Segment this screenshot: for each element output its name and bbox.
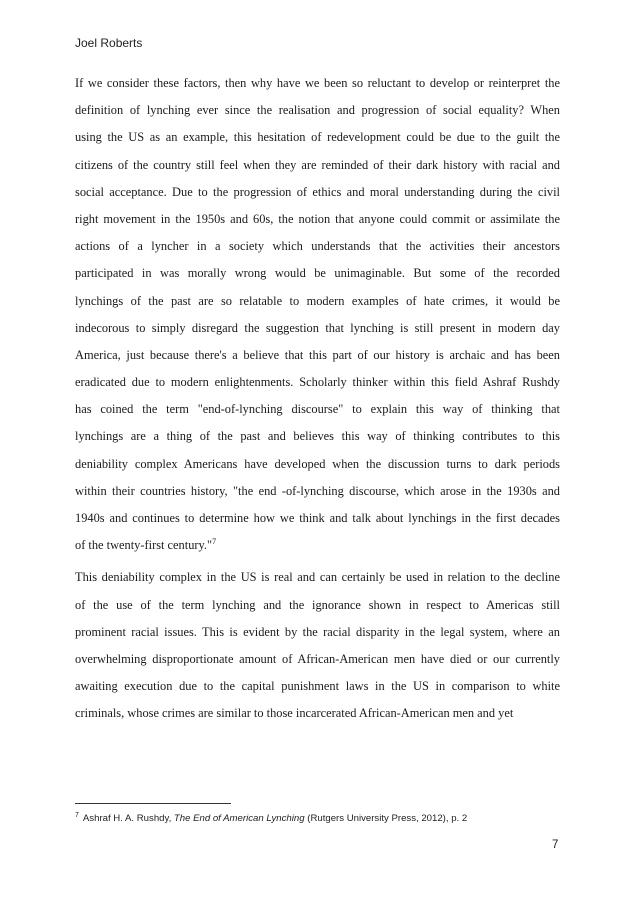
text-line-content: lynchings are a thing of the past and believes this way of thinking contributes to this: [75, 429, 560, 444]
text-line: [75, 592, 560, 619]
text-line-content: using the US as an example, this hesitation of redevelopment could be due to the guilt the: [75, 130, 560, 145]
text-line: [75, 478, 560, 505]
text-line: [75, 619, 560, 646]
footnote-reference[interactable]: 7: [212, 537, 217, 547]
text-line-content: prominent racial issues. This is evident by the racial disparity in the legal system, where an: [75, 624, 560, 639]
text-line-content: America, just because there's a believe that this part of our history is archaic and has been: [75, 347, 560, 362]
text-line-content: This deniability complex in the US is real and can certainly be used in relation to the decline: [75, 570, 560, 585]
text-line: [75, 70, 560, 97]
text-line-content: awaiting execution due to the capital punishment laws in the US in comparison to white: [75, 679, 560, 694]
text-line: [75, 97, 560, 124]
text-line-content: within their countries history, "the end -of-lynching discourse, which arose in the 1930s and: [75, 483, 560, 498]
text-line: [75, 700, 560, 727]
text-line-content: has coined the term "end-of-lynching discourse" to explain this way of thinking that: [75, 402, 560, 417]
text-line-content: of the twenty-first century.": [75, 538, 213, 553]
footnote-publication: (Rutgers University Press, 2012), p. 2: [304, 813, 468, 824]
text-line: [75, 451, 560, 478]
text-line: [75, 396, 560, 423]
text-line: [75, 315, 560, 342]
text-line: [75, 206, 560, 233]
text-line: [75, 673, 560, 700]
text-line-content: of the use of the term lynching and the ignorance shown in respect to Americas still: [75, 597, 560, 612]
text-line-content: eradicated due to modern enlightenments. Scholarly thinker within this field Ashraf Rushdy: [75, 375, 560, 390]
footnote-number: 7: [75, 812, 79, 819]
text-line-content: criminals, whose crimes are similar to those incarcerated African-American men and yet: [75, 706, 514, 721]
text-line: [75, 179, 560, 206]
paragraph: [75, 564, 560, 727]
text-line: [75, 342, 560, 369]
text-line-content: citizens of the country still feel when they are reminded of their dark history with racial and: [75, 157, 560, 172]
text-line-content: 1940s and continues to determine how we think and talk about lynchings in the first decades: [75, 511, 560, 525]
text-line: [75, 564, 560, 591]
text-line: [75, 532, 560, 559]
text-line: [75, 423, 560, 450]
footnote-separator: [75, 803, 231, 804]
text-line: [75, 124, 560, 151]
text-line-content: social acceptance. Due to the progression of ethics and moral understanding during the civil: [75, 184, 560, 199]
body-text: [75, 70, 560, 728]
footnote: [75, 813, 467, 824]
text-line: [75, 646, 560, 673]
text-line-content: participated in was morally wrong would be unimaginable. But some of the recorded: [75, 266, 560, 281]
footnote-title: The End of American Lynching: [173, 813, 305, 824]
paragraph: [75, 70, 560, 559]
text-line: [75, 233, 560, 260]
page-header-author: Joel Roberts: [75, 36, 143, 50]
footnote-author: Ashraf H. A. Rushdy,: [82, 813, 174, 824]
text-line-content: right movement in the 1950s and 60s, the notion that anyone could commit or assimilate the: [75, 211, 560, 226]
text-line-content: If we consider these factors, then why have we been so reluctant to develop or reinterpret the: [75, 76, 560, 90]
text-line-content: indecorous to simply disregard the suggestion that lynching is still present in modern day: [75, 320, 560, 335]
text-line: [75, 505, 560, 532]
text-line: [75, 260, 560, 287]
text-line-content: actions of a lyncher in a society which understands that the activities their ancestors: [75, 239, 560, 254]
text-line-content: overwhelming disproportionate amount of African-American men have died or our currently: [75, 651, 560, 666]
page-number: 7: [552, 839, 559, 851]
text-line: [75, 152, 560, 179]
text-line: [75, 288, 560, 315]
text-line-content: lynchings of the past are so relatable to modern examples of hate crimes, it would be: [75, 293, 560, 308]
text-line-content: definition of lynching ever since the realisation and progression of social equality? When: [75, 103, 560, 118]
text-line-content: deniability complex Americans have developed when the discussion turns to dark periods: [75, 456, 560, 471]
text-line: [75, 369, 560, 396]
